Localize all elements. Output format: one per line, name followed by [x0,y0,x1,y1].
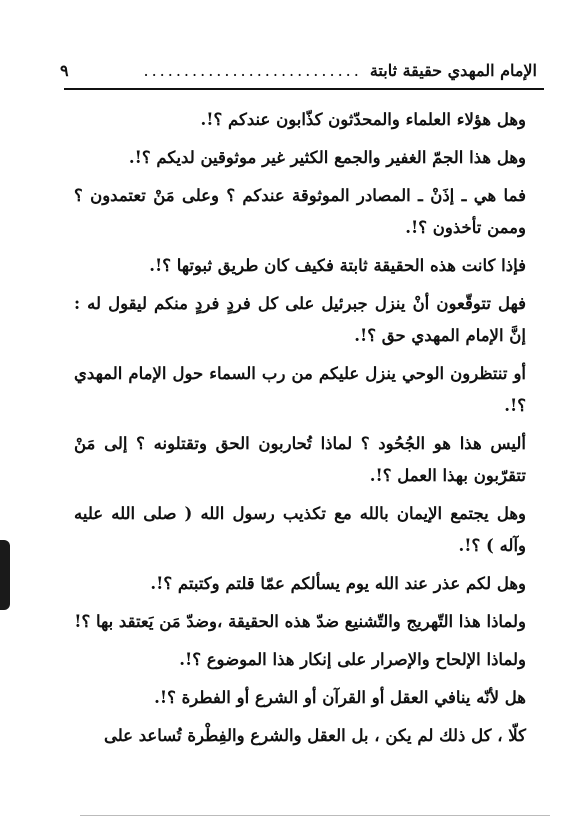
page-body [74,104,526,758]
paragraph: كلّا ، كل ذلك لم يكن ، بل العقل والشرع والفِطْرة تُساعد على [103,726,526,745]
header-title: الإمام المهدي حقيقة ثابتة [369,60,537,80]
bottom-edge-line [80,815,550,816]
paragraph: أليس هذا هو الجُحُود ؟ لماذا تُحاربون الحق وتقتلونه ؟ إلى مَنْ تتقرّبون بهذا العمل ؟!. [74,434,526,485]
paragraph: ولماذا هذا التّهريج والتّشنيع ضدّ هذه الحقيقة ،وضدّ مَن يَعتقد بها ؟! [74,612,526,631]
paragraph: وهل هؤلاء العلماء والمحدّثون كذّابون عندكم ؟!. [200,110,526,129]
paragraph: وهل يجتمع الإيمان بالله مع تكذيب رسول الله ( صلى الله عليه وآله ) ؟!. [74,504,526,555]
page-number: ٩ [60,60,69,80]
header-rule [64,88,544,90]
paragraph: وهل هذا الجمّ الغفير والجمع الكثير غير موثوقين لديكم ؟!. [128,148,526,167]
paragraph: فإذا كانت هذه الحقيقة ثابتة فكيف كان طريق ثبوتها ؟!. [149,256,526,275]
paragraph: أو تنتظرون الوحي ينزل عليكم من رب السماء حول الإمام المهدي ؟!. [74,364,526,415]
paragraph: فما هي ـ إذَنْ ـ المصادر الموثوقة عندكم ؟ وعلى مَنْ تعتمدون ؟ وممن تأخذون ؟!. [74,186,526,237]
paragraph: وهل لكم عذر عند الله يوم يسألكم عمّا قلتم وكتبتم ؟!. [150,574,526,593]
paragraph: هل لأنّه ينافي العقل أو القرآن أو الشرع أو الفطرة ؟!. [154,688,526,707]
scan-binding-shadow [0,540,10,610]
paragraph: ولماذا الإلحاح والإصرار على إنكار هذا الموضوع ؟!. [179,650,526,669]
header-leader-dots: ........................... [143,60,362,80]
running-header [60,56,537,84]
paragraph: فهل تتوقّعون أنْ ينزل جبرئيل على كل فردٍ فردٍ منكم ليقول له : إنَّ الإمام المهدي حق ؟!. [74,294,526,345]
